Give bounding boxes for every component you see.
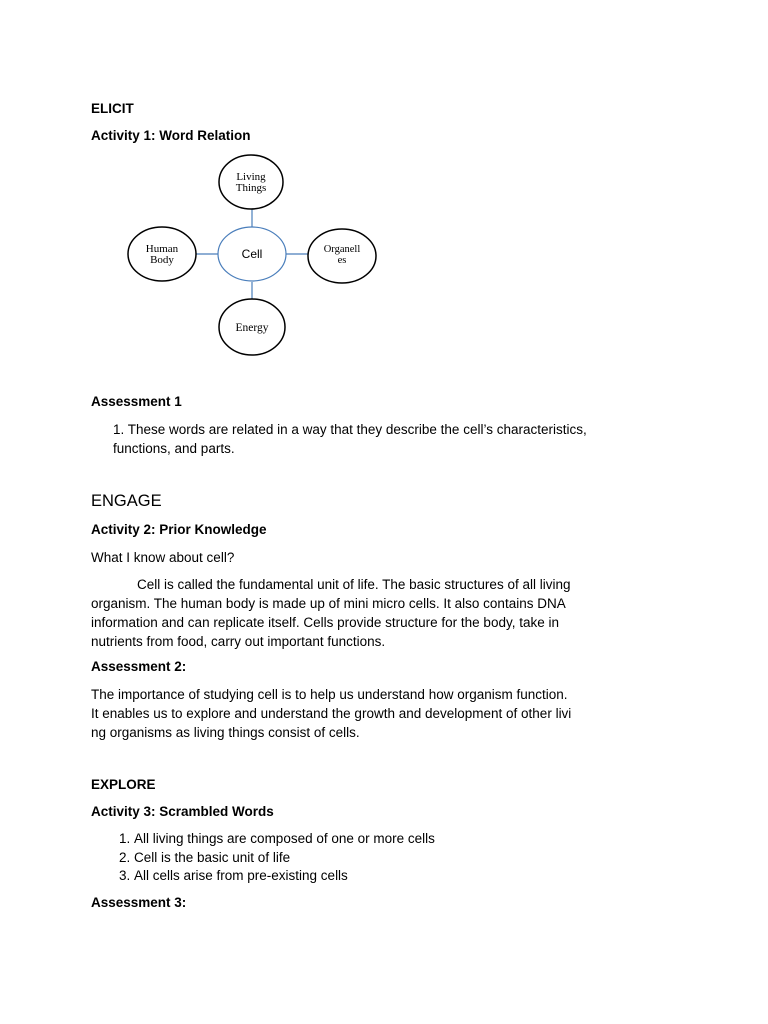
top-node-label-line1: Living	[236, 171, 266, 183]
assessment-2-line-3: ng organisms as living things consist of cells.	[91, 725, 360, 740]
prior-knowledge-answer-line-4: nutrients from food, carry out important functions.	[91, 634, 386, 649]
activity-1-title: Activity 1: Word Relation	[91, 128, 251, 143]
left-node-label-line2: Body	[150, 254, 174, 266]
list-item: 1. All living things are composed of one or more cells	[134, 830, 435, 849]
explore-heading: EXPLORE	[91, 777, 156, 792]
assessment-3-heading: Assessment 3:	[91, 895, 187, 910]
assessment-1-heading: Assessment 1	[91, 394, 182, 409]
prior-knowledge-answer-line-3: information and can replicate itself. Cells provide structure for the body, take in	[91, 615, 559, 630]
elicit-heading: ELICIT	[91, 101, 134, 116]
word-relation-diagram	[0, 0, 768, 370]
top-node-label-line2: Things	[235, 182, 267, 194]
left-node-label-line1: Human	[145, 243, 179, 255]
assessment-1-item-line-1: 1. These words are related in a way that they describe the cell’s characteristics,	[113, 422, 587, 437]
right-node-label-line1: Organell	[323, 244, 361, 255]
right-node-label-line2: es	[337, 255, 347, 266]
engage-heading: ENGAGE	[91, 492, 162, 510]
center-node-label: Cell	[241, 247, 263, 261]
prior-knowledge-question: What I know about cell?	[91, 550, 235, 565]
assessment-2-line-2: It enables us to explore and understand the growth and development of other livi	[91, 706, 572, 721]
activity-2-title: Activity 2: Prior Knowledge	[91, 522, 267, 537]
assessment-2-line-1: The importance of studying cell is to help us understand how organism function.	[91, 687, 568, 702]
assessment-1-item-line-2: functions, and parts.	[113, 441, 235, 456]
scrambled-words-list	[114, 830, 435, 886]
assessment-2-heading: Assessment 2:	[91, 659, 187, 674]
prior-knowledge-answer-line-1: Cell is called the fundamental unit of life. The basic structures of all living	[137, 577, 571, 592]
list-item: 2. Cell is the basic unit of life	[134, 849, 435, 868]
prior-knowledge-answer-line-2: organism. The human body is made up of mini micro cells. It also contains DNA	[91, 596, 566, 611]
activity-3-title: Activity 3: Scrambled Words	[91, 804, 274, 819]
list-item: 3. All cells arise from pre-existing cells	[134, 867, 435, 886]
bottom-node-label: Energy	[235, 322, 269, 334]
